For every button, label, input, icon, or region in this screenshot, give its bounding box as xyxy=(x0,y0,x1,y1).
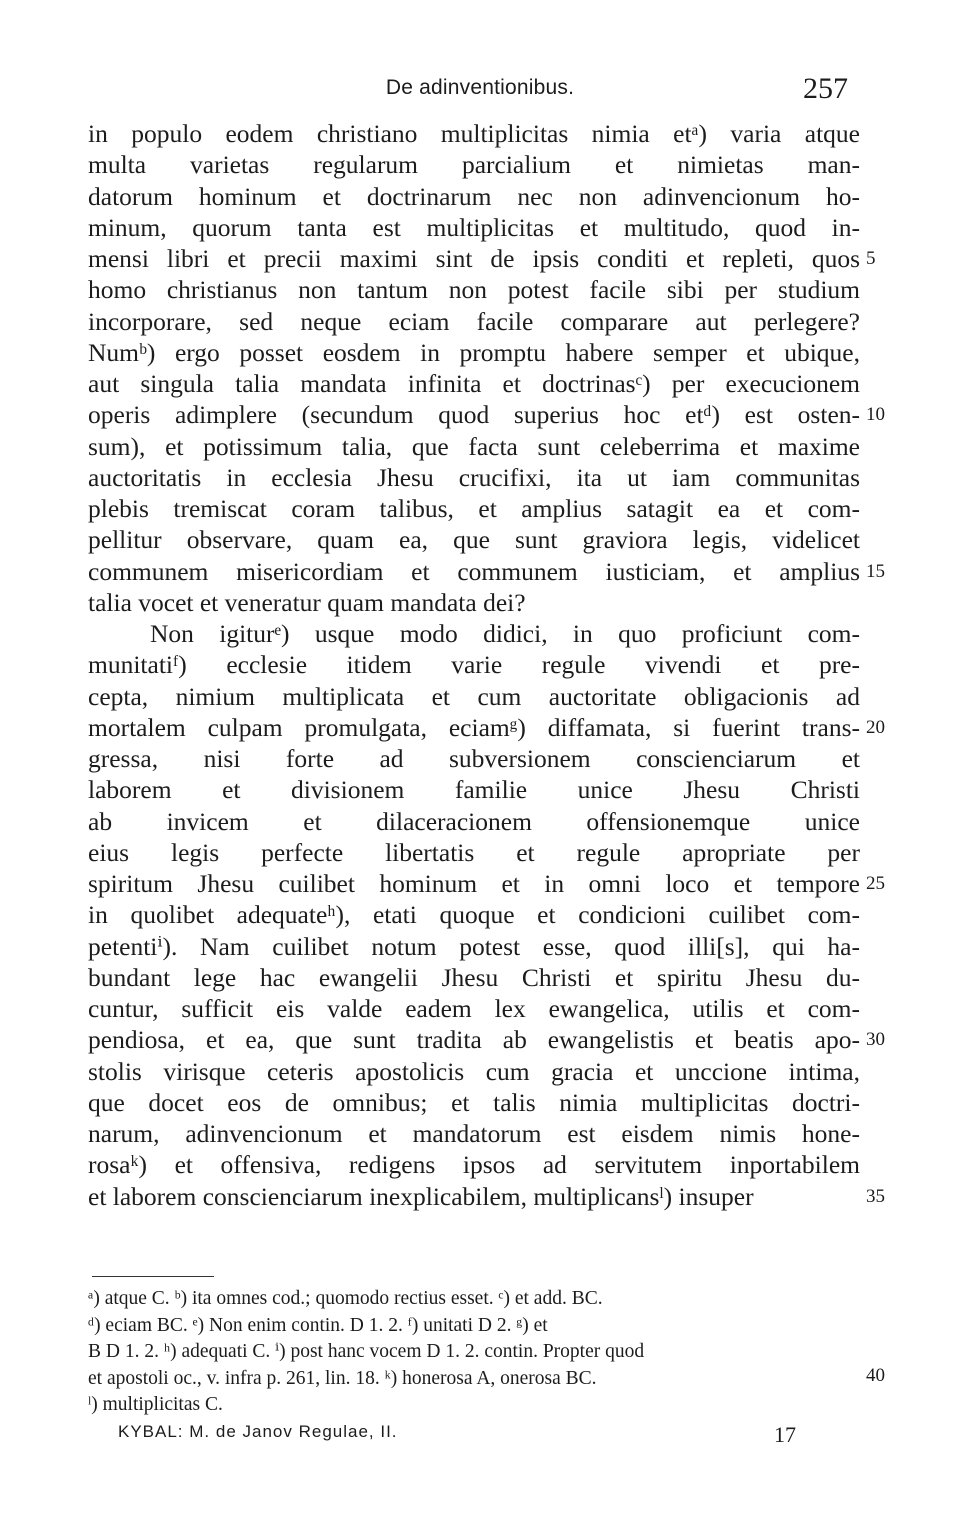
text-line: incorporare, sed neque eciam facile comparare aut perlegere? xyxy=(88,306,860,336)
text-line: rosaᵏ) et offensiva, redigens ipsos ad servitutem inportabilem xyxy=(88,1150,860,1180)
text-line: laborem et divisionem familie unice Jhesu Christi xyxy=(88,775,860,805)
text-line: gressa, nisi forte ad subversionem conscienciarum et xyxy=(88,744,860,773)
footnote-line: ᵈ) eciam BC. ᵉ) Non enim contin. D 1. 2. ᶠ) unitati D 2. ᵍ) et xyxy=(88,1314,548,1336)
text-line: in quolibet adequateʰ), etati quoque et condicioni cuilibet com- xyxy=(88,900,860,930)
text-line: mortalem culpam promulgata, eciamᵍ) diffamata, si fuerint trans- xyxy=(88,712,860,742)
text-line: munitatiᶠ) ecclesie itidem varie regule vivendi et pre- xyxy=(88,650,860,680)
printer-signature: KYBAL: M. de Janov Regulae, II. xyxy=(118,1422,398,1441)
line-number: 5 xyxy=(866,248,876,269)
text-line: spiritum Jhesu cuilibet hominum et in omni loco et tempore xyxy=(88,869,860,898)
text-line: sum), et potissimum talia, que facta sunt celeberrima et maxime xyxy=(88,431,860,461)
page-number: 257 xyxy=(803,72,848,105)
line-number: 25 xyxy=(866,873,885,894)
text-line: petentiⁱ). Nam cuilibet notum potest esse, quod illi[s], qui ha- xyxy=(88,931,860,961)
text-line: aut singula talia mandata infinita et doctrinasᶜ) per execucionem xyxy=(88,369,860,398)
text-line: auctoritatis in ecclesia Jhesu crucifixi, ita ut iam communitas xyxy=(88,462,860,492)
line-number: 10 xyxy=(866,404,885,426)
page-header xyxy=(0,72,960,112)
text-line: in populo eodem christiano multiplicitas nimia etᵃ) varia atque xyxy=(88,119,860,148)
text-line: bundant lege hac ewangelii Jhesu Christi et spiritu Jhesu du- xyxy=(88,962,860,992)
text-line: talia vocet et veneratur quam mandata dei? xyxy=(88,587,526,617)
text-line: ab invicem et dilaceracionem offensionemque unice xyxy=(88,806,860,836)
body-text xyxy=(88,118,860,1212)
line-number-40: 40 xyxy=(866,1365,885,1386)
text-line: stolis virisque ceteris apostolicis cum gracia et unccione intima, xyxy=(88,1056,860,1086)
text-line: narum, adinvencionum et mandatorum est eisdem nimis hone- xyxy=(88,1119,860,1148)
footnote-line: B D 1. 2. ʰ) adequati C. ⁱ) post hanc vocem D 1. 2. contin. Propter quod xyxy=(88,1341,645,1363)
text-line: operis adimplere (secundum quod superius hoc etᵈ) est osten- xyxy=(88,400,860,430)
text-line: que docet eos de omnibus; et talis nimia multiplicitas doctri- xyxy=(88,1087,860,1117)
text-line: multa varietas regularum parcialium et nimietas man- xyxy=(88,150,860,180)
text-line: cepta, nimium multiplicata et cum auctoritate obligacionis ad xyxy=(88,681,860,711)
line-number: 20 xyxy=(866,716,885,738)
footnote-rule xyxy=(92,1276,210,1277)
signature-number: 17 xyxy=(774,1422,796,1447)
text-line: homo christianus non tantum non potest facile sibi per studium xyxy=(88,275,860,305)
text-line: plebis tremiscat coram talibus, et amplius satagit ea et com- xyxy=(88,494,860,523)
footnote-rule-dash xyxy=(204,1276,214,1277)
footnote-line: ˡ) multiplicitas C. xyxy=(88,1394,223,1416)
text-line: mensi libri et precii maximi sint de ipsis conditi et repleti, quos xyxy=(88,244,860,273)
line-number: 30 xyxy=(866,1029,885,1051)
text-line: et laborem conscienciarum inexplicabilem, multiplicansˡ) insuper xyxy=(88,1181,754,1211)
text-line: cuntur, sufficit eis valde eadem lex ewangelica, utilis et com- xyxy=(88,994,860,1023)
line-number: 15 xyxy=(866,560,885,582)
footnote-line: ᵃ) atque C. ᵇ) ita omnes cod.; quomodo rectius esset. ᶜ) et add. BC. xyxy=(88,1288,603,1309)
line-number: 35 xyxy=(866,1185,885,1207)
text-line: Non igiturᵉ) usque modo didici, in quo proficiunt com- xyxy=(150,619,860,648)
running-title: De adinventionibus. xyxy=(385,76,575,99)
footnote-line: et apostoli oc., v. infra p. 261, lin. 18. ᵏ) honerosa A, onerosa BC. xyxy=(88,1367,597,1389)
text-line: Numᵇ) ergo posset eosdem in promptu habere semper et ubique, xyxy=(88,337,860,367)
text-line: communem misericordiam et communem iusticiam, et amplius xyxy=(88,556,860,586)
text-line: eius legis perfecte libertatis et regule apropriate per xyxy=(88,837,860,867)
text-line: pendiosa, et ea, que sunt tradita ab ewangelistis et beatis apo- xyxy=(88,1025,860,1055)
footnotes xyxy=(88,1286,860,1419)
text-line: datorum hominum et doctrinarum nec non adinvencionum ho- xyxy=(88,181,860,211)
text-line: minum, quorum tanta est multiplicitas et multitudo, quod in- xyxy=(88,212,860,242)
text-line: pellitur observare, quam ea, que sunt graviora legis, videlicet xyxy=(88,525,860,555)
page-footer xyxy=(0,1422,960,1452)
